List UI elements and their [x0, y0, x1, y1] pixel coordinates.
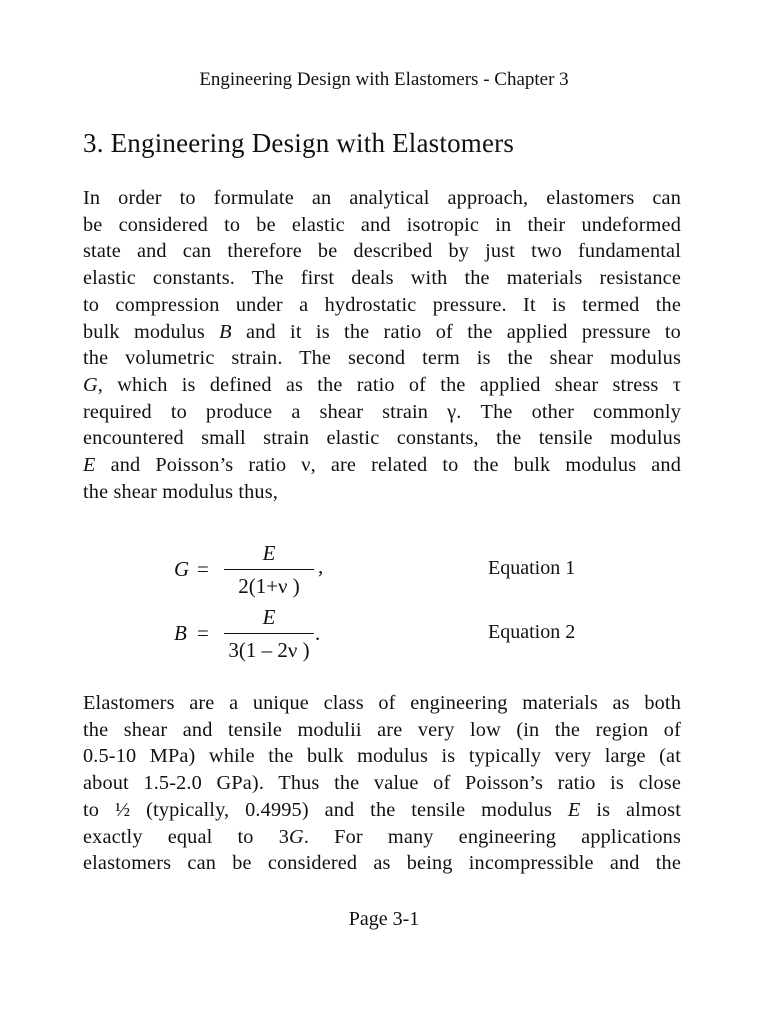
symbol-nu: ν — [301, 454, 311, 477]
symbol-tensile-modulus: E — [83, 454, 96, 477]
text-line: E and Poisson’s ratio ν, are related to the bulk modulus and — [83, 454, 681, 477]
paragraph-intro — [83, 185, 681, 505]
text-line: the volumetric strain. The second term is the shear modulus — [83, 347, 681, 370]
numerator: E — [262, 605, 276, 629]
text-line: exactly equal to 3G. For many engineering applications — [83, 825, 681, 848]
text-line: elastomers can be considered as being incompressible and the — [83, 852, 681, 875]
equation-lhs: B — [174, 621, 187, 645]
text-line: the shear modulus thus, — [83, 480, 278, 503]
text-line: Elastomers are a unique class of engineering materials as both — [83, 692, 681, 714]
symbol-bulk-modulus: B — [219, 320, 232, 343]
text-line: state and can therefore be described by just two fundamental — [83, 240, 681, 263]
equation-punctuation: . — [315, 621, 321, 645]
page-number: Page 3-1 — [348, 908, 420, 930]
section-heading: 3. Engineering Design with Elastomers — [83, 128, 515, 158]
equation-label: Equation 2 — [488, 621, 576, 643]
denominator: 2(1+ν ) — [238, 574, 300, 598]
fraction — [224, 540, 314, 600]
text-line: G, which is defined as the ratio of the applied shear stress τ — [83, 373, 681, 396]
symbol-shear-modulus: G — [289, 825, 304, 848]
text-line: bulk modulus B and it is the ratio of the applied pressure to — [83, 320, 681, 343]
text-line: In order to formulate an analytical approach, elastomers can — [83, 187, 681, 209]
text-line: about 1.5-2.0 GPa). Thus the value of Poisson’s ratio is close — [83, 772, 681, 795]
equation-lhs: G — [174, 557, 190, 581]
symbol-tensile-modulus: E — [567, 798, 581, 821]
equation-2 — [0, 604, 768, 666]
fraction-bar — [224, 569, 314, 570]
symbol-gamma: γ — [447, 400, 457, 423]
symbol-tau: τ — [672, 373, 681, 396]
text-line: elastic constants. The first deals with the materials resistance — [83, 267, 681, 290]
equation-label: Equation 1 — [488, 557, 576, 579]
paragraph-elastomers — [83, 690, 681, 877]
text-line: to compression under a hydrostatic pressure. It is termed the — [83, 293, 681, 316]
numerator: E — [262, 541, 276, 565]
fraction-bar — [224, 633, 314, 634]
equation-punctuation: , — [318, 554, 324, 578]
denominator: 3(1 – 2ν ) — [228, 638, 310, 662]
text-line: encountered small strain elastic constants, the tensile modulus — [83, 427, 681, 450]
text-line: be considered to be elastic and isotropic in their undeformed — [83, 213, 681, 236]
equals-sign: = — [197, 557, 209, 581]
running-header: Engineering Design with Elastomers - Chapter 3 — [199, 69, 569, 90]
symbol-shear-modulus: G — [83, 373, 98, 396]
equals-sign: = — [197, 621, 209, 645]
equation-1 — [0, 540, 768, 602]
text-line: the shear and tensile modulii are very low (in the region of — [83, 718, 681, 741]
fraction — [224, 604, 314, 664]
text-line: 0.5-10 MPa) while the bulk modulus is typically very large (at — [83, 745, 681, 768]
text-line: to ½ (typically, 0.4995) and the tensile modulus E is almost — [83, 798, 681, 821]
text-line: required to produce a shear strain γ. The other commonly — [83, 400, 681, 423]
